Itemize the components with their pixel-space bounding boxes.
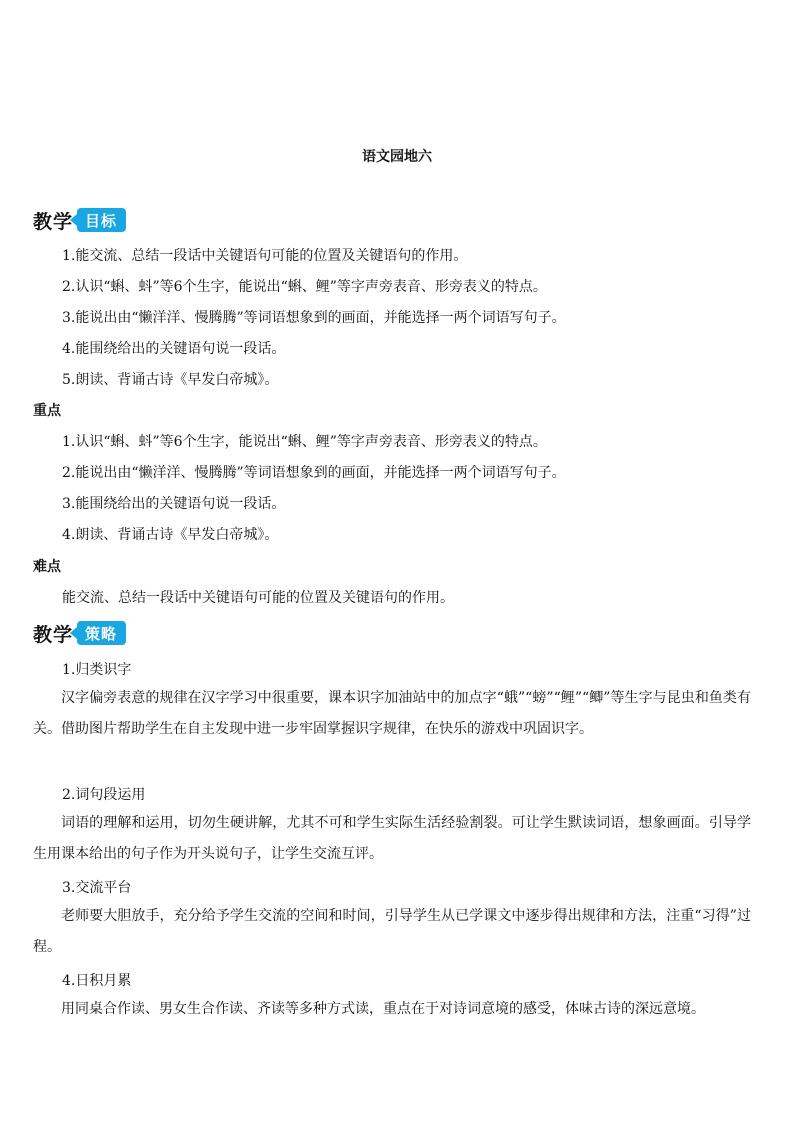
objective-item: 1.能交流、总结一段话中关键语句可能的位置及关键语句的作用。 — [62, 248, 468, 264]
key-point-item: 3.能围绕给出的关键语句说一段话。 — [62, 496, 286, 512]
key-points-label: 重点 — [33, 403, 61, 419]
difficulty-text: 能交流、总结一段话中关键语句可能的位置及关键语句的作用。 — [62, 590, 454, 606]
key-point-item: 4.朗读、背诵古诗《早发白帝城》。 — [62, 527, 279, 543]
strategy-heading: 4.日积月累 — [62, 973, 132, 989]
strategy-text: 用同桌合作读、男女生合作读、齐读等多种方式读，重点在于对诗词意境的感受，体味古诗的深远意境。 — [61, 1001, 705, 1017]
difficulty-label: 难点 — [33, 559, 61, 575]
strategy-text: 老师要大胆放手，充分给予学生交流的空间和时间，引导学生从已学课文中逐步得出规律和方法，注重“习得”过程。 — [33, 908, 751, 955]
key-point-item: 2.能说出由“懒洋洋、慢腾腾”等词语想象到的画面，并能选择一两个词语写句子。 — [62, 465, 566, 481]
strategy-heading: 2.词句段运用 — [62, 787, 146, 803]
objective-item: 5.朗读、背诵古诗《早发白帝城》。 — [62, 372, 279, 388]
strategy-heading: 3.交流平台 — [62, 880, 132, 896]
objective-item: 2.认识“蝌、蚪”等6个生字，能说出“蝌、鲤”等字声旁表音、形旁表义的特点。 — [62, 279, 547, 295]
strategy-paragraph — [33, 901, 751, 963]
objectives-tag: 目标 — [77, 208, 126, 232]
objective-item: 4.能围绕给出的关键语句说一段话。 — [62, 341, 286, 357]
strategy-tag: 策略 — [77, 621, 126, 645]
page-title: 语文园地六 — [362, 149, 432, 165]
strategy-paragraph — [33, 683, 751, 745]
strategy-text: 汉字偏旁表意的规律在汉字学习中很重要，课本识字加油站中的加点字“蛾”“螃”“鲤”“鲫”等生字与昆虫和鱼类有关。借助图片帮助学生在自主发现中进一步牢固掌握识字规律，在快乐的游戏中巩固识字。 — [33, 690, 751, 737]
objectives-keyword: 教学 — [33, 210, 74, 233]
strategy-header — [33, 619, 126, 647]
objectives-header — [33, 206, 126, 234]
strategy-keyword: 教学 — [33, 623, 74, 646]
objective-item: 3.能说出由“懒洋洋、慢腾腾”等词语想象到的画面，并能选择一两个词语写句子。 — [62, 310, 566, 326]
strategy-text: 词语的理解和运用，切勿生硬讲解，尤其不可和学生实际生活经验割裂。可让学生默读词语，想象画面。引导学生用课本给出的句子作为开头说句子，让学生交流互评。 — [33, 815, 751, 862]
key-point-item: 1.认识“蝌、蚪”等6个生字，能说出“蝌、鲤”等字声旁表音、形旁表义的特点。 — [62, 434, 547, 450]
strategy-heading: 1.归类识字 — [62, 662, 132, 678]
strategy-paragraph — [33, 994, 751, 1025]
strategy-paragraph — [33, 808, 751, 870]
